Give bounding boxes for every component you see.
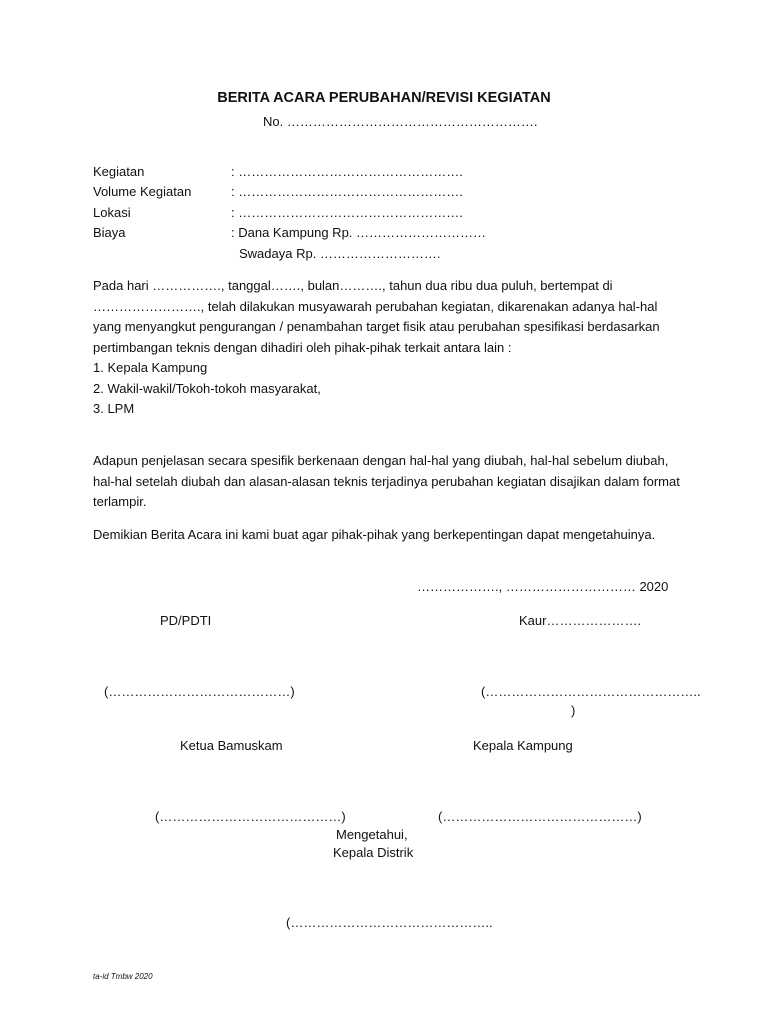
- field-value-lokasi: : …………………………………………….: [231, 205, 463, 220]
- field-label-volume: Volume Kegiatan: [93, 184, 192, 199]
- footer-code: ta-id Tmbw 2020: [93, 972, 153, 981]
- signature-blank-kepala-kampung: (………………………………………): [438, 809, 642, 824]
- signer-pd-pdti: PD/PDTI: [160, 613, 212, 628]
- field-value-swadaya: Swadaya Rp. ……………………….: [239, 246, 441, 261]
- signature-blank-ketua-bamuskam: (……………………………………): [155, 809, 346, 824]
- signer-ketua-bamuskam: Ketua Bamuskam: [180, 738, 283, 753]
- attendee-item: 3. LPM: [93, 401, 135, 416]
- paragraph-closing: Demikian Berita Acara ini kami buat agar pihak-pihak yang berkepentingan dapat mengetahuinya.: [93, 527, 656, 542]
- signer-kaur: Kaur………………….: [519, 613, 642, 628]
- signature-blank-kaur: (…………………………………………..: [481, 684, 701, 699]
- field-value-biaya: : Dana Kampung Rp. …………………………: [231, 225, 487, 240]
- document-number: No. ………………………………………………….: [263, 114, 538, 129]
- document-title: BERITA ACARA PERUBAHAN/REVISI KEGIATAN: [217, 90, 551, 106]
- signer-kepala-distrik: Kepala Distrik: [333, 845, 414, 860]
- field-label-lokasi: Lokasi: [93, 205, 131, 220]
- signature-blank-pd-pdti: (……………………………………): [104, 684, 295, 699]
- signature-blank-kaur-close: ): [571, 703, 576, 718]
- paragraph-opening-text: Pada hari ……………., tanggal……., bulan………., tahun dua ribu dua puluh, bertempat di ……………………., telah dilakukan musyawarah perubahan kegiatan, dikarenakan adanya hal-hal yang menyangkut pengurangan / penambahan target fisik atau perubahan spesifikasi berdasarkan pertimbangan teknis dengan dihadiri oleh pihak-pihak terkait antara lain :: [93, 278, 660, 355]
- signature-blank-kepala-distrik: (………………………………………..: [286, 915, 493, 930]
- field-label-kegiatan: Kegiatan: [93, 164, 145, 179]
- mengetahui-label: Mengetahui,: [336, 827, 408, 842]
- paragraph-explanation: Adapun penjelasan secara spesifik berkenaan dengan hal-hal yang diubah, hal-hal sebelum diubah, hal-hal setelah diubah dan alasan-alasan teknis terjadinya perubahan kegiatan disajikan dalam format terlampir.: [93, 453, 680, 509]
- field-value-volume: : …………………………………………….: [231, 184, 463, 199]
- attendee-item: 1. Kepala Kampung: [93, 360, 208, 375]
- signer-kepala-kampung: Kepala Kampung: [473, 738, 573, 753]
- field-value-kegiatan: : …………………………………………….: [231, 164, 463, 179]
- paragraph-opening: [93, 276, 683, 420]
- field-label-biaya: Biaya: [93, 225, 126, 240]
- place-date-line: ………………., ………………………… 2020: [417, 579, 669, 594]
- attendee-item: 2. Wakil-wakil/Tokoh-tokoh masyarakat,: [93, 380, 321, 396]
